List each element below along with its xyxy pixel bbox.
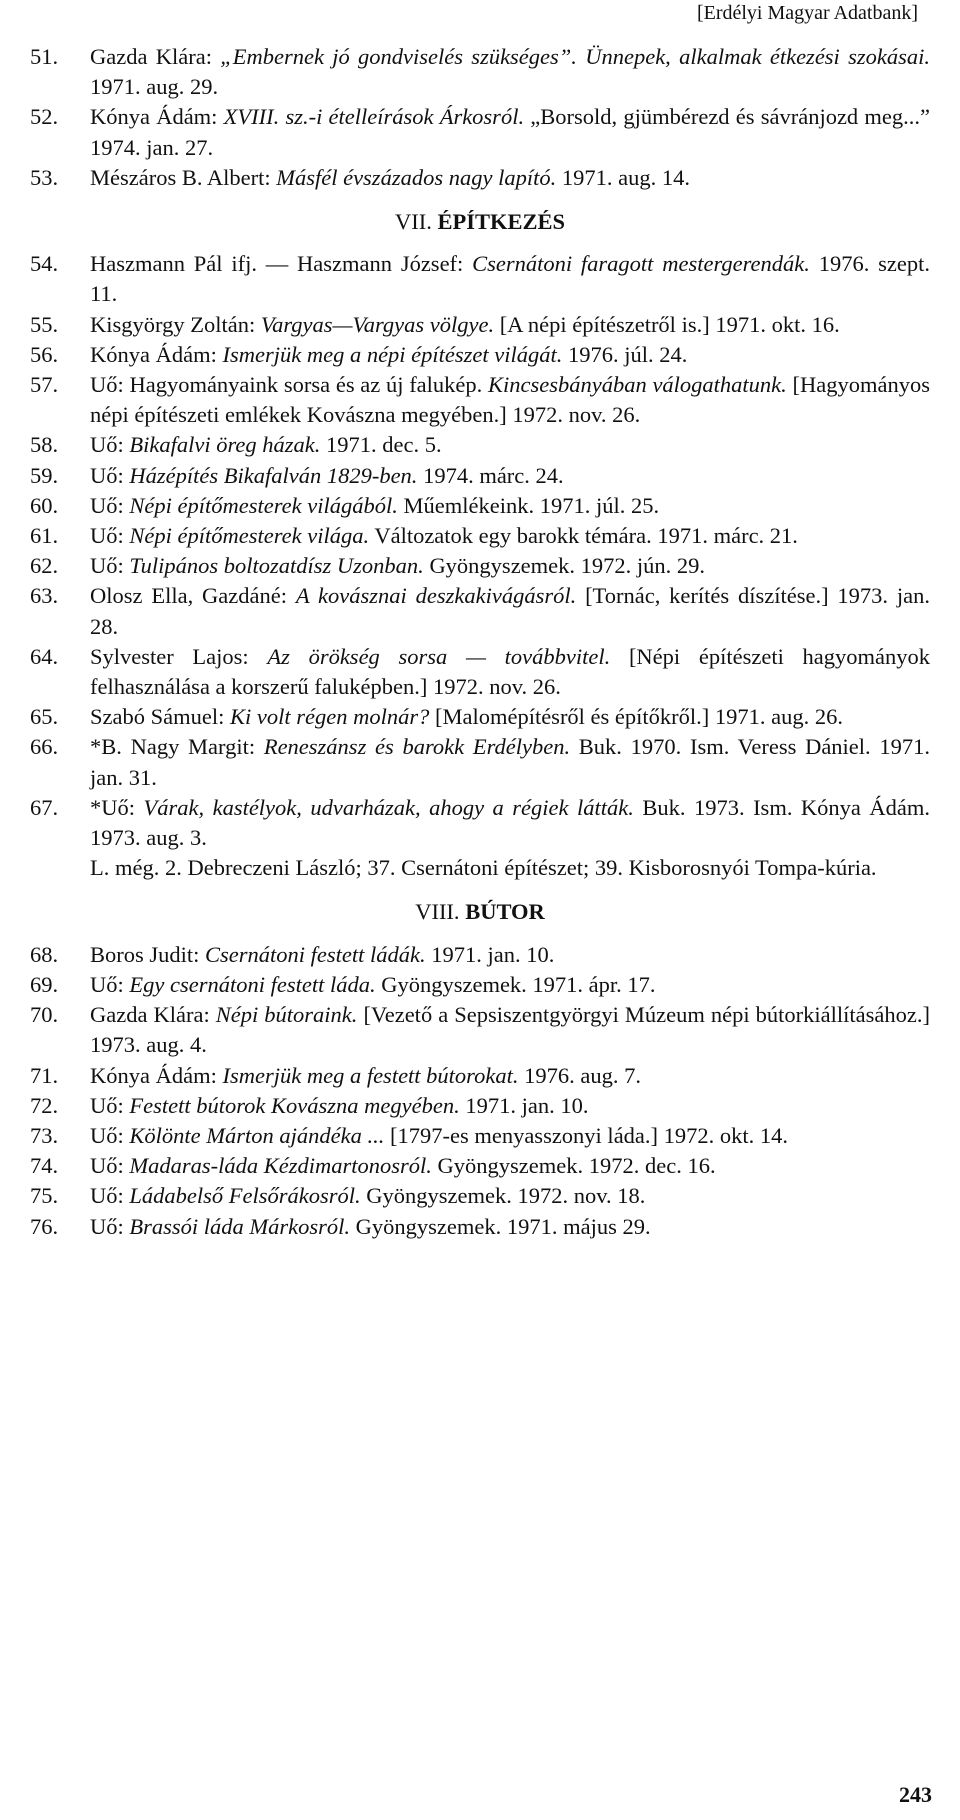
entry-text xyxy=(90,1212,930,1242)
entry-segment: [Hagyományos népi építészeti emlékek Kovászna megyében.] 1972. nov. 26. xyxy=(90,372,930,428)
entry-segment: Uő: xyxy=(90,432,130,458)
bibliography-entry xyxy=(30,430,930,460)
bibliography-entry xyxy=(30,491,930,521)
entry-segment: Gyöngyszemek. 1972. dec. 16. xyxy=(431,1153,716,1179)
entry-text xyxy=(90,521,930,551)
entry-number: 53. xyxy=(30,164,59,190)
entry-text xyxy=(90,1061,930,1091)
entry-number: 58. xyxy=(30,432,59,458)
entry-segment: *B. Nagy Margit: xyxy=(90,734,264,760)
bibliography-entry xyxy=(30,340,930,370)
section-heading xyxy=(30,897,930,927)
entry-title: Ládabelső Felsőrákosról. xyxy=(129,1183,361,1209)
entry-number: 70. xyxy=(30,1002,59,1028)
entry-segment: 1971. jan. 10. xyxy=(459,1092,589,1118)
entry-segment: Buk. 1973. Ism. Kónya Ádám. 1973. aug. 3. xyxy=(90,794,931,851)
entry-text xyxy=(90,1091,930,1121)
bibliography-entry xyxy=(30,102,930,162)
entry-segment: Boros Judit: xyxy=(90,941,206,967)
entry-title: Népi építőmesterek világa. xyxy=(129,523,370,549)
entry-text xyxy=(90,581,930,641)
entry-number: 71. xyxy=(30,1062,59,1088)
bibliography-entry xyxy=(30,1212,930,1242)
entry-title: Bikafalvi öreg házak. xyxy=(129,432,321,458)
entry-segment: [Népi építészeti hagyományok felhasználása a korszerű faluképben.] 1972. nov. 26. xyxy=(90,643,930,700)
entry-number: 59. xyxy=(30,462,59,488)
entry-title: Csernátoni festett ládák. xyxy=(205,941,426,967)
entry-title: Ismerjük meg a népi építészet világát. xyxy=(222,341,563,367)
entry-number: 54. xyxy=(30,251,59,277)
entry-text xyxy=(90,249,930,309)
entry-text xyxy=(90,793,930,853)
entry-segment: Uő: xyxy=(90,1153,130,1179)
entry-segment: Kónya Ádám: xyxy=(90,104,224,130)
bibliography-entry xyxy=(30,1121,930,1151)
entry-number: 66. xyxy=(30,734,59,760)
entry-segment: Uő: Hagyományaink sorsa és az új falukép. xyxy=(90,372,488,398)
source-header: [Erdélyi Magyar Adatbank] xyxy=(696,2,918,24)
entry-title: Vargyas—Vargyas völgye. xyxy=(260,311,495,337)
bibliography-entry xyxy=(30,249,930,309)
entry-segment: [1797-es menyasszonyi láda.] 1972. okt. 14. xyxy=(384,1122,789,1148)
entry-title: Az örökség sorsa — továbbvitel. xyxy=(267,643,611,669)
entry-title: Madaras-láda Kézdimartonosról. xyxy=(129,1153,432,1179)
entry-text xyxy=(90,702,930,732)
bibliography-entry xyxy=(30,521,930,551)
section-title: BÚTOR xyxy=(465,899,545,925)
bibliography-list xyxy=(30,42,930,1242)
entry-number: 62. xyxy=(30,553,59,579)
bibliography-entry xyxy=(30,642,930,702)
entry-segment: Gyöngyszemek. 1971. ápr. 17. xyxy=(375,971,656,997)
entry-title: Kincsesbányában válogathatunk. xyxy=(488,372,787,398)
entry-segment: 1976. aug. 7. xyxy=(518,1062,641,1088)
entry-number: 60. xyxy=(30,492,59,518)
entry-title: Ismerjük meg a festett bútorokat. xyxy=(222,1062,519,1088)
bibliography-entry xyxy=(30,581,930,641)
entry-title: A kovásznai deszkakivágásról. xyxy=(295,583,577,609)
entry-segment: [A népi építészetről is.] 1971. okt. 16. xyxy=(494,311,840,337)
entry-segment: Kónya Ádám: xyxy=(90,1062,223,1088)
entry-segment: 1976. szept. 11. xyxy=(90,251,930,307)
entry-text xyxy=(90,970,930,1000)
entry-title: Népi építőmesterek világából. xyxy=(129,492,398,518)
bibliography-entry xyxy=(30,310,930,340)
entry-title: Reneszánsz és barokk Erdélyben. xyxy=(263,734,571,760)
entry-segment: 1976. júl. 24. xyxy=(562,341,688,367)
entry-title: Várak, kastélyok, udvarházak, ahogy a régiek látták. xyxy=(143,794,634,820)
see-also-note: L. még. 2. Debreczeni László; 37. Csernátoni építészet; 39. Kisborosnyói Tompa-kúria. xyxy=(90,855,877,881)
section-title: ÉPÍTKEZÉS xyxy=(437,209,566,235)
entry-number: 55. xyxy=(30,311,59,337)
entry-segment: „Borsold, gjümbérezd és sávránjozd meg...” 1974. jan. 27. xyxy=(90,104,930,160)
section-heading xyxy=(30,207,930,237)
entry-number: 56. xyxy=(30,341,59,367)
bibliography-entry xyxy=(30,551,930,581)
bibliography-entry xyxy=(30,370,930,430)
entry-text xyxy=(90,642,930,702)
bibliography-entry xyxy=(30,1181,930,1211)
entry-number: 69. xyxy=(30,971,59,997)
entry-text xyxy=(90,461,930,491)
entry-segment: [Vezető a Sepsiszentgyörgyi Múzeum népi bútorkiállításához.] 1973. aug. 4. xyxy=(90,1002,930,1058)
entry-segment: 1971. aug. 14. xyxy=(556,164,690,190)
entry-title: Ki volt régen molnár? xyxy=(229,704,430,730)
entry-number: 73. xyxy=(30,1122,59,1148)
entry-segment: Uő: xyxy=(90,1122,130,1148)
entry-segment: Olosz Ella, Gazdáné: xyxy=(90,583,296,609)
bibliography-entry xyxy=(30,732,930,792)
entry-segment: Műemlékeink. 1971. júl. 25. xyxy=(397,492,660,518)
bibliography-entry xyxy=(30,702,930,732)
entry-segment: Gyöngyszemek. 1971. május 29. xyxy=(350,1213,651,1239)
entry-text xyxy=(90,732,930,792)
entry-segment: Uő: xyxy=(90,553,130,579)
entry-segment: *Uő: xyxy=(90,794,144,820)
entry-segment: 1971. dec. 5. xyxy=(320,432,442,458)
entry-number: 57. xyxy=(30,372,59,398)
entry-number: 74. xyxy=(30,1153,59,1179)
entry-text xyxy=(90,42,930,102)
entry-text xyxy=(90,370,930,430)
bibliography-entry xyxy=(30,461,930,491)
entry-segment: Uő: xyxy=(90,523,130,549)
entry-text xyxy=(90,1121,930,1151)
entry-title: „Embernek jó gondviselés szükséges”. Ünnepek, alkalmak étkezési szokásai. xyxy=(220,44,930,69)
bibliography-entry xyxy=(30,793,930,853)
bibliography-entry xyxy=(30,1151,930,1181)
entry-number: 64. xyxy=(30,643,59,669)
entry-title: Népi bútoraink. xyxy=(215,1002,358,1028)
entry-segment: Mészáros B. Albert: xyxy=(90,164,277,190)
entry-segment: Uő: xyxy=(90,462,130,488)
section-number: VIII. xyxy=(415,899,466,925)
entry-segment: Kónya Ádám: xyxy=(90,341,223,367)
entry-title: Egy csernátoni festett láda. xyxy=(129,971,376,997)
entry-number: 75. xyxy=(30,1183,59,1209)
entry-number: 76. xyxy=(30,1213,59,1239)
entry-number: 67. xyxy=(30,794,59,820)
entry-segment: Buk. 1970. Ism. Veress Dániel. 1971. jan. 31. xyxy=(90,734,930,790)
entry-text xyxy=(90,430,930,460)
entry-number: 61. xyxy=(30,523,59,549)
entry-title: XVIII. sz.-i ételleírások Árkosról. xyxy=(223,104,531,130)
entry-segment: Haszmann Pál ifj. — Haszmann József: xyxy=(90,251,473,277)
bibliography-entry xyxy=(30,940,930,970)
bibliography-entry xyxy=(30,970,930,1000)
section-number: VII. xyxy=(394,209,438,235)
entry-segment: [Malomépítésről és építőkről.] 1971. aug. 26. xyxy=(429,704,844,730)
bibliography-entry xyxy=(30,42,930,102)
entry-segment: Sylvester Lajos: xyxy=(90,643,268,669)
entry-segment: Uő: xyxy=(90,1183,130,1209)
entry-text xyxy=(90,1181,930,1211)
bibliography-entry xyxy=(30,1061,930,1091)
entry-segment: Uő: xyxy=(90,492,130,518)
entry-segment: Uő: xyxy=(90,1213,130,1239)
entry-segment: Gyöngyszemek. 1972. nov. 18. xyxy=(360,1183,646,1209)
entry-title: Festett bútorok Kovászna megyében. xyxy=(129,1092,460,1118)
entry-text xyxy=(90,940,930,970)
bibliography-entry xyxy=(30,163,930,193)
entry-segment: Kisgyörgy Zoltán: xyxy=(90,311,261,337)
bibliography-entry xyxy=(30,1000,930,1060)
entry-segment: 1971. jan. 10. xyxy=(425,941,555,967)
entry-segment: Uő: xyxy=(90,1092,130,1118)
entry-segment: Változatok egy barokk témára. 1971. márc. 21. xyxy=(369,523,798,549)
entry-segment: Gyöngyszemek. 1972. jún. 29. xyxy=(423,553,706,579)
entry-number: 51. xyxy=(30,44,59,69)
entry-text xyxy=(90,1151,930,1181)
entry-number: 52. xyxy=(30,104,59,130)
entry-number: 72. xyxy=(30,1092,59,1118)
entry-text xyxy=(90,1000,930,1060)
entry-text xyxy=(90,551,930,581)
entry-title: Kölönte Márton ajándéka ... xyxy=(129,1122,385,1148)
entry-text xyxy=(90,491,930,521)
entry-segment: 1974. márc. 24. xyxy=(417,462,564,488)
entry-segment: 1971. aug. 29. xyxy=(90,74,219,100)
entry-segment: Uő: xyxy=(90,971,130,997)
entry-text xyxy=(90,163,930,193)
entry-title: Házépítés Bikafalván 1829-ben. xyxy=(129,462,418,488)
entry-number: 68. xyxy=(30,941,59,967)
entry-text xyxy=(90,102,930,162)
entry-segment: Szabó Sámuel: xyxy=(90,704,230,730)
entry-title: Csernátoni faragott mestergerendák. xyxy=(472,251,810,277)
entry-segment: [Tornác, kerítés díszítése.] 1973. jan. 28. xyxy=(90,583,931,639)
entry-text xyxy=(90,310,930,340)
entry-title: Brassói láda Márkosról. xyxy=(129,1213,351,1239)
entry-text xyxy=(90,340,930,370)
entry-title: Másfél évszázados nagy lapító. xyxy=(276,164,557,190)
entry-title: Tulipános boltozatdísz Uzonban. xyxy=(129,553,424,579)
entry-number: 63. xyxy=(30,583,59,609)
entry-segment: Gazda Klára: xyxy=(90,44,221,69)
entry-segment: Gazda Klára: xyxy=(90,1002,216,1028)
entry-number: 65. xyxy=(30,704,59,730)
page-number: 243 xyxy=(899,1782,932,1807)
bibliography-entry xyxy=(30,1091,930,1121)
